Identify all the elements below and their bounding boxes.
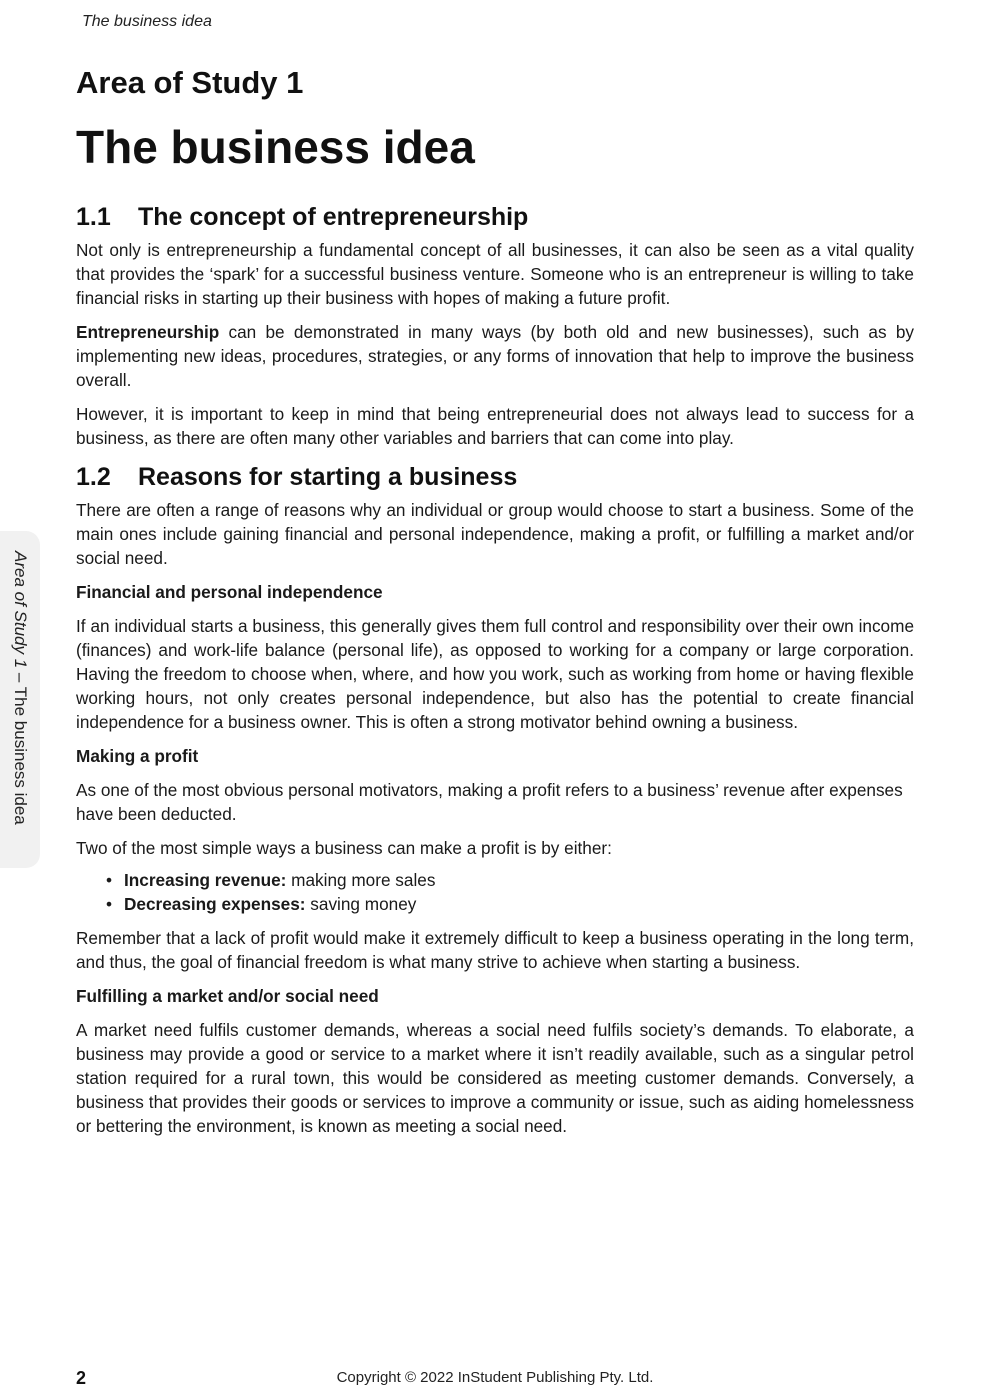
paragraph: Two of the most simple ways a business can make a profit is by either: [76, 838, 612, 858]
paragraph: There are often a range of reasons why an individual or group would choose to start a business. Some of the main ones include gaining financial and personal independence, making a profit, or fulfilling a market and/or social need. [76, 500, 914, 568]
side-tab-italic: Area of Study 1 [11, 551, 30, 669]
list-item [106, 868, 914, 892]
area-title: Area of Study 1 [76, 65, 304, 100]
running-head: The business idea [82, 13, 212, 30]
bullet-icon: • [106, 894, 113, 914]
section-heading-1-1 [76, 200, 914, 234]
list-item-term: Decreasing expenses: [124, 894, 306, 914]
key-term: Entrepreneurship [76, 322, 220, 342]
paragraph: Not only is entrepreneurship a fundamental concept of all businesses, it can also be seen as a vital quality that provides the ‘spark’ for a successful business venture. Someone who is an entrepreneur is willing to take financial risks in starting up their business with hopes of making a future profit. [76, 240, 914, 308]
list-item [106, 892, 914, 916]
copyright-notice: Copyright © 2022 InStudent Publishing Pty. Ltd. [336, 1369, 654, 1386]
paragraph: Remember that a lack of profit would make it extremely difficult to keep a business operating in the long term, and thus, the goal of financial freedom is what many strive to achieve when starting a business. [76, 928, 914, 972]
paragraph: A market need fulfils customer demands, whereas a social need fulfils society’s demands. To elaborate, a business may provide a good or service to a market where it isn’t readily available, such as a singular petrol station required for a rural town, this would be considered as meeting customer demands. Conversely, a business that provides their goods or services to improve a community or issue, such as aiding homelessness or bettering the environment, is known as meeting a social need. [76, 1020, 914, 1136]
paragraph [76, 320, 914, 392]
section-heading-1-2 [76, 460, 914, 494]
main-title: The business idea [76, 121, 475, 173]
paragraph-text: can be demonstrated in many ways (by both old and new businesses), such as by implementing new ideas, procedures, strategies, or any forms of innovation that help to improve the business overall. [76, 322, 914, 390]
paragraph: As one of the most obvious personal motivators, making a profit refers to a business’ revenue after expenses have been deducted. [76, 780, 903, 824]
list-item-term: Increasing revenue: [124, 870, 287, 890]
side-tab-rest: – The business idea [11, 668, 30, 825]
page-content [76, 62, 914, 1148]
side-tab-label [7, 551, 33, 825]
list-item-text: making more sales [286, 870, 436, 890]
section-title-text: Reasons for starting a business [138, 463, 518, 491]
paragraph: If an individual starts a business, this generally gives them full control and responsibility over their own income (finances) and work-life balance (personal life), as opposed to working for a company or large corporation. Having the freedom to choose when, where, and how you work, such as working from home or having flexible working hours, not only creates personal independence, but also has the potential to create financial independence for a business owner. This is often a strong motivator behind owning a business. [76, 616, 914, 732]
subheading-market-social-need: Fulfilling a market and/or social need [76, 986, 379, 1006]
subheading-making-profit: Making a profit [76, 746, 199, 766]
section-number: 1.1 [76, 203, 111, 231]
page-number: 2 [76, 1368, 87, 1388]
paragraph: However, it is important to keep in mind that being entrepreneurial does not always lead to success for a business, as there are often many other variables and barriers that can come into play. [76, 404, 914, 448]
bullet-icon: • [106, 870, 113, 890]
section-number: 1.2 [76, 463, 111, 491]
section-title-text: The concept of entrepreneurship [138, 203, 529, 231]
bullet-list [76, 868, 914, 916]
list-item-text: saving money [305, 894, 417, 914]
subheading-financial-independence: Financial and personal independence [76, 582, 383, 602]
